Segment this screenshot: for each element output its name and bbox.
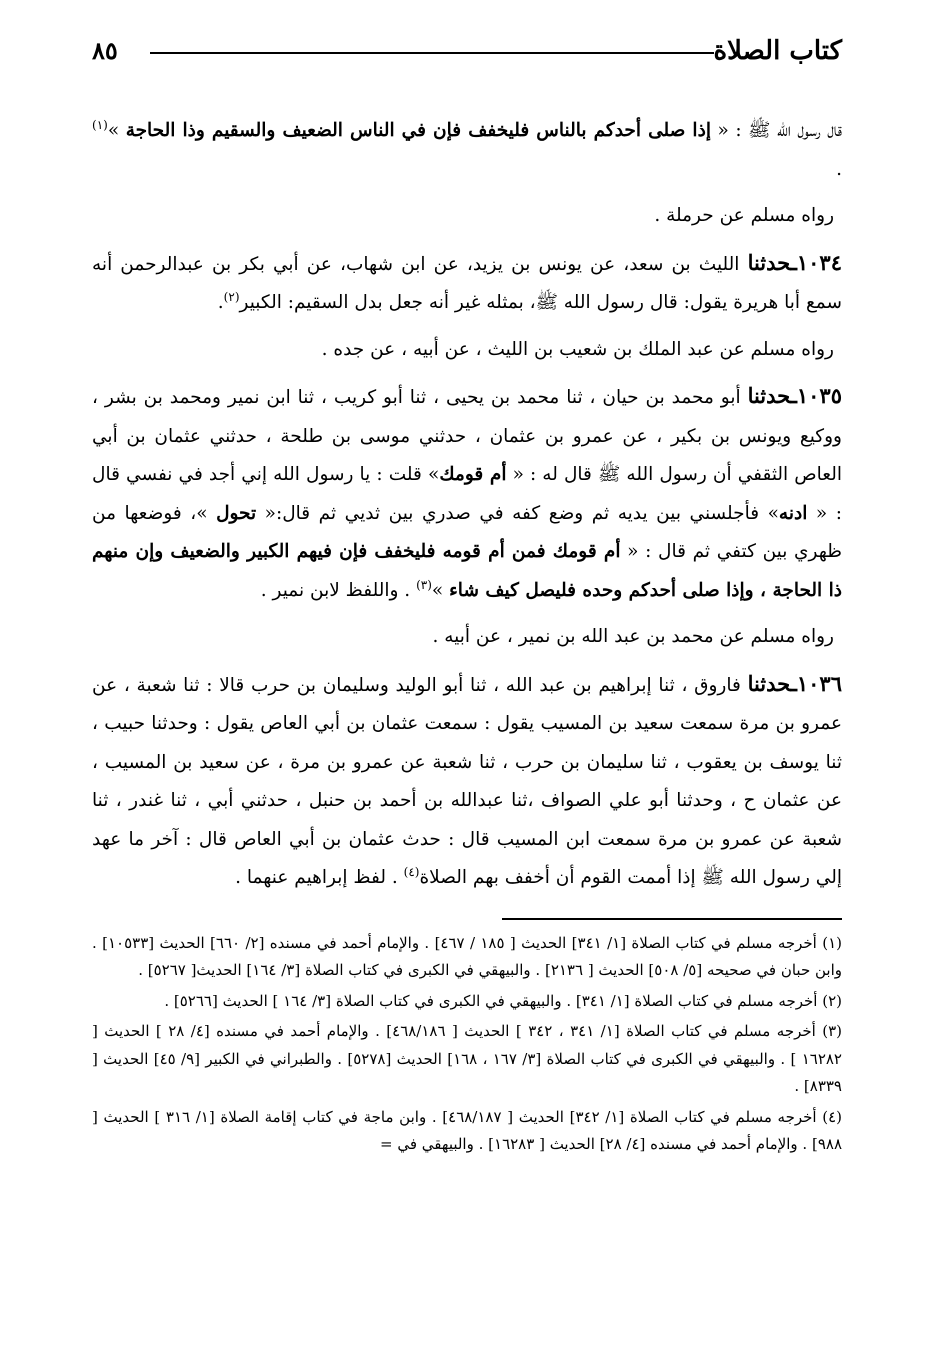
paragraph-source <box>92 197 842 236</box>
text-run: » قلت : يا رسول الله إني أجد في نفسي قال : « <box>92 464 842 524</box>
text-run: . لفظ إبراهيم عنهما . <box>235 867 404 888</box>
prophet-saying: أم قومك <box>439 464 507 485</box>
text-run: » فأجلسني بين يديه ثم وضع كفه في صدري بين ثديي ثم قال:« <box>256 502 779 524</box>
prophet-saying: تحول <box>216 502 257 524</box>
text-run: رواه مسلم عن عبد الملك بن شعيب بن الليث ، عن أبيه ، عن جده . <box>321 338 834 360</box>
text-run: » <box>107 120 126 141</box>
page-number: ٨٥ <box>92 36 118 65</box>
paragraph-hadith-text <box>92 112 842 189</box>
footnotes <box>92 930 842 1159</box>
footnote-3: (٣) أخرجه مسلم في كتاب الصلاة [١/ ٣٤١ ، ٣٤٢ ] الحديث [ ٤٦٨/١٨٦] . والإمام أحمد في مسنده [٤/ ٢٨ ] الحديث [ ١٦٢٨٢ ] . والبيهقي في الكبرى في كتاب الصلاة [٣/ ١٦٧ ، ١٦٨] الحديث [٥٢٧٨] . والطبراني في الكبير [٩/ ٤٥] الحديث [ ٨٣٣٩] . <box>92 1022 843 1095</box>
footnote-ref: (٢) <box>223 289 240 304</box>
text-run: . واللفظ لابن نمير . <box>260 579 417 601</box>
text-run: . <box>836 158 842 180</box>
hadith-number: ١٠٣٦ <box>796 670 842 696</box>
footnote-ref: (١) <box>92 117 108 132</box>
text-run: . <box>217 292 224 313</box>
footnote-ref: (٣) <box>416 577 432 592</box>
hadith-1034 <box>92 244 842 323</box>
text-run: أبو محمد بن حيان ، ثنا محمد بن يحيى ، ثنا أبو كريب ، ثنا ابن نمير ومحمد بن بشر ، ووكيع ويونس بن بكير ، عن عمرو بن عثمان ، حدثني موسى بن طلحة ، حدثني عثمان بن أبي العاص الثقفي أن رسول الله ﷺ قال له : « <box>92 387 842 485</box>
prophet-saying: أم قومك فمن أم قومه فليخفف فإن فيهم الكبير والضعيف وإن منهم ذا الحاجة ، وإذا صلى أحدكم وحده فليصل كيف شاء <box>92 541 842 601</box>
text-run: قال رسول الله ﷺ : « <box>710 120 843 141</box>
running-header <box>92 26 842 82</box>
paragraph-source <box>92 331 842 370</box>
text-run: » <box>431 579 450 601</box>
text-run: »، فوضعها من ظهري بين كتفي ثم قال : « <box>92 502 842 562</box>
header-rule <box>150 52 714 54</box>
book-title: كتاب الصلاة <box>713 36 842 66</box>
text-run: فاروق ، ثنا إبراهيم بن عبد الله ، ثنا أبو الوليد وسليمان بن حرب قالا : ثنا شعبة ، عن عمرو بن مرة سمعت سعيد بن المسيب يقول : سمعت عثمان بن أبي العاص يقول : وحدثنا حبيب ، ثنا يوسف بن يعقوب ، ثنا سليمان بن حرب ، ثنا شعبة عن عمرو بن مرة ، عن سعيد بن المسيب ، عن عثمان ح ، وحدثنا أبو علي الصواف ،ثنا عبدالله بن أحمد بن حنبل ، حدثني أبي ، ثنا غندر ، ثنا شعبة عن عمرو بن مرة سمعت ابن المسيب قال : حدث عثمان بن أبي العاص قال : آخر ما عهد إلي رسول الله ﷺ إذا أممت القوم أن أخفف بهم الصلاة <box>92 674 842 888</box>
text-run: رواه مسلم عن محمد بن عبد الله بن نمير ، عن أبيه . <box>432 626 834 647</box>
footnote-ref: (٤) <box>403 864 420 879</box>
hadith-label: ـحدثنا <box>747 670 797 696</box>
footnote-2: (٢) أخرجه مسلم في كتاب الصلاة [١/ ٣٤١] . والبيهقي في الكبرى في كتاب الصلاة [٣/ ١٦٤ ] الحديث [٥٢٦٦] . <box>164 991 842 1010</box>
hadith-number: ١٠٣٥ <box>796 383 842 408</box>
footnote-rule <box>502 918 842 920</box>
hadith-1036 <box>92 665 842 898</box>
text-run: الليث بن سعد، عن يونس بن يزيد، عن ابن شهاب، عن أبي بكر بن عبدالرحمن أنه سمع أبا هريرة يقول: قال رسول الله ﷺ، بمثله غير أنه جعل بدل السقيم: الكبير <box>92 253 842 313</box>
prophet-saying: ادنه <box>778 502 808 524</box>
page <box>92 26 842 1162</box>
hadith-1035 <box>92 377 842 610</box>
footnote-1: (١) أخرجه مسلم في كتاب الصلاة [١/ ٣٤١] الحديث [ ١٨٥ / ٤٦٧] . والإمام أحمد في مسنده [٢/ ٦٦٠] الحديث [١٠٥٣٣] . وابن حبان في صحيحه [٥/ ٥٠٨] الحديث [ ٢١٣٦] . والبيهقي في الكبرى في كتاب الصلاة [٣/ ١٦٤] الحديث[ ٥٢٦٧] . <box>92 933 842 979</box>
footnote-4: (٤) أخرجه مسلم في كتاب الصلاة [١/ ٣٤٢] الحديث [ ٤٦٨/١٨٧] . وابن ماجة في كتاب إقامة الصلاة [١/ ٣١٦ ] الحديث [ ٩٨٨] . والإمام أحمد في مسنده [٤/ ٢٨] الحديث [ ١٦٢٨٣] . والبيهقي في = <box>92 1107 842 1153</box>
hadith-label: ـحدثنا <box>747 249 797 275</box>
prophet-saying: إذا صلى أحدكم بالناس فليخفف فإن في الناس الضعيف والسقيم وذا الحاجة <box>125 120 711 141</box>
text-run: رواه مسلم عن حرملة . <box>654 205 834 226</box>
paragraph-source <box>92 618 842 657</box>
hadith-number: ١٠٣٤ <box>796 249 842 275</box>
body-text <box>92 112 842 898</box>
hadith-label: ـحدثنا <box>747 383 797 408</box>
